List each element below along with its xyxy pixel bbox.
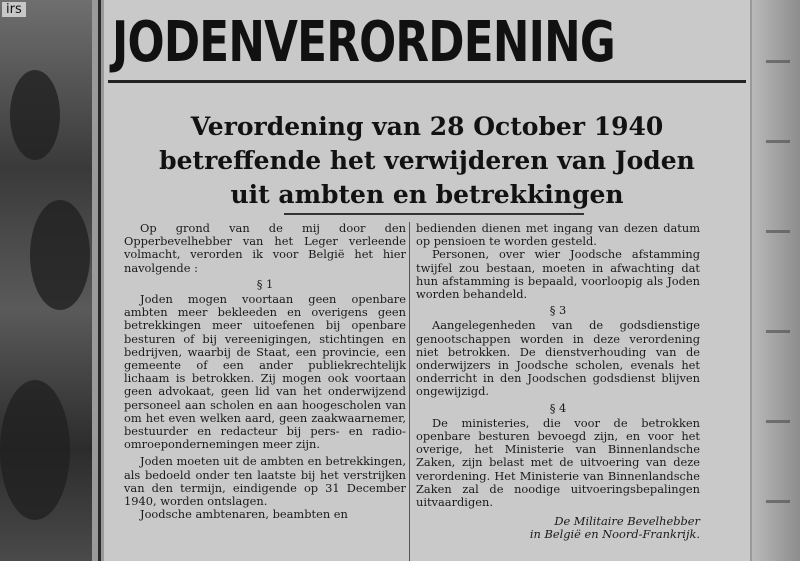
masthead-rule: [108, 80, 746, 83]
article-masthead: JODENVERORDENING: [112, 10, 615, 75]
newspaper-article: [104, 0, 750, 561]
article-subhead: [104, 110, 750, 212]
adjacent-column-right: [752, 0, 800, 561]
signature-line: in België en Noord-Frankrijk.: [529, 527, 700, 542]
text-column-right: [416, 222, 700, 542]
column-divider: [98, 0, 101, 561]
paragraph: Aangelegenheden van de godsdienstige genootschappen worden in deze verordening niet betrokken. De dienstverhouding van de onderwijzers in Joodsche scholen, evenals het onderricht in den Joodschen godsdienst blijven ongewijzigd.: [416, 318, 700, 399]
subhead-line: Verordening van 28 October 1940: [190, 112, 664, 141]
subhead-rule: [284, 213, 584, 215]
subhead-line: betreffende het verwijderen van Joden: [159, 146, 695, 175]
section-heading: § 3: [549, 303, 567, 318]
section-heading: § 4: [549, 400, 567, 415]
text-fragment-mark: [766, 500, 790, 503]
paragraph: Joden mogen voortaan geen openbare ambten meer bekleeden en overigens geen betrekkingen meer uitoefenen bij openbare besturen of bij vereenigingen, stichtingen en bedrijven, waarbij de Staat, een provincie, een gemeente of een ander publiekrechtelijk lichaam is betrokken. Zij mogen ook voortaan geen advokaat, geen lid van het onderwijzend personeel aan scholen en aan hoogescholen van om het even welken aard, geen zaakwaarnemer, bestuurder en redacteur bij pers- en radio-omroepondernemingen meer zijn.: [124, 292, 406, 452]
paragraph: Joden moeten uit de ambten en betrekkingen, als bedoeld onder ten laatste bij het verstrijken van den termijn, eindigende op 31 December 1940, worden ontslagen.: [124, 454, 406, 509]
photo-shadow: [10, 70, 60, 160]
text-fragment-mark: [766, 330, 790, 333]
section-heading: § 1: [256, 276, 274, 291]
adjacent-photo-column: [0, 0, 92, 561]
subhead-line: uit ambten en betrekkingen: [230, 180, 624, 209]
text-fragment-mark: [766, 230, 790, 233]
text-fragment-mark: [766, 140, 790, 143]
column-divider: [409, 222, 410, 561]
text-fragment-mark: [766, 420, 790, 423]
photo-shadow: [0, 380, 70, 520]
photo-shadow: [30, 200, 90, 310]
paragraph: Personen, over wier Joodsche afstamming twijfel zou bestaan, moeten in afwachting dat hun afstamming is bepaald, voorloopig als Joden worden behandeld.: [416, 247, 700, 302]
intro-paragraph: Op grond van de mij door den Opperbevelhebber van het Leger verleende volmacht, verorden ik voor België het hier navolgende :: [124, 221, 406, 275]
signature-line: De Militaire Bevelhebber: [554, 514, 700, 529]
text-fragment-mark: [766, 60, 790, 63]
paragraph: Joodsche ambtenaren, beambten en: [140, 507, 348, 522]
adjacent-column-fragment: irs: [2, 2, 26, 17]
paragraph: bedienden dienen met ingang van dezen datum op pensioen te worden gesteld.: [416, 221, 700, 249]
text-column-left: [124, 222, 406, 521]
paragraph: De ministeries, die voor de betrokken openbare besturen bevoegd zijn, en voor het overige, het Ministerie van Binnenlandsche Zaken, zijn belast met de uitvoering van deze verordening. Het Ministerie van Binnenlandsche Zaken zal de noodige uitvoeringsbepalingen uitvaardigen.: [416, 415, 700, 510]
